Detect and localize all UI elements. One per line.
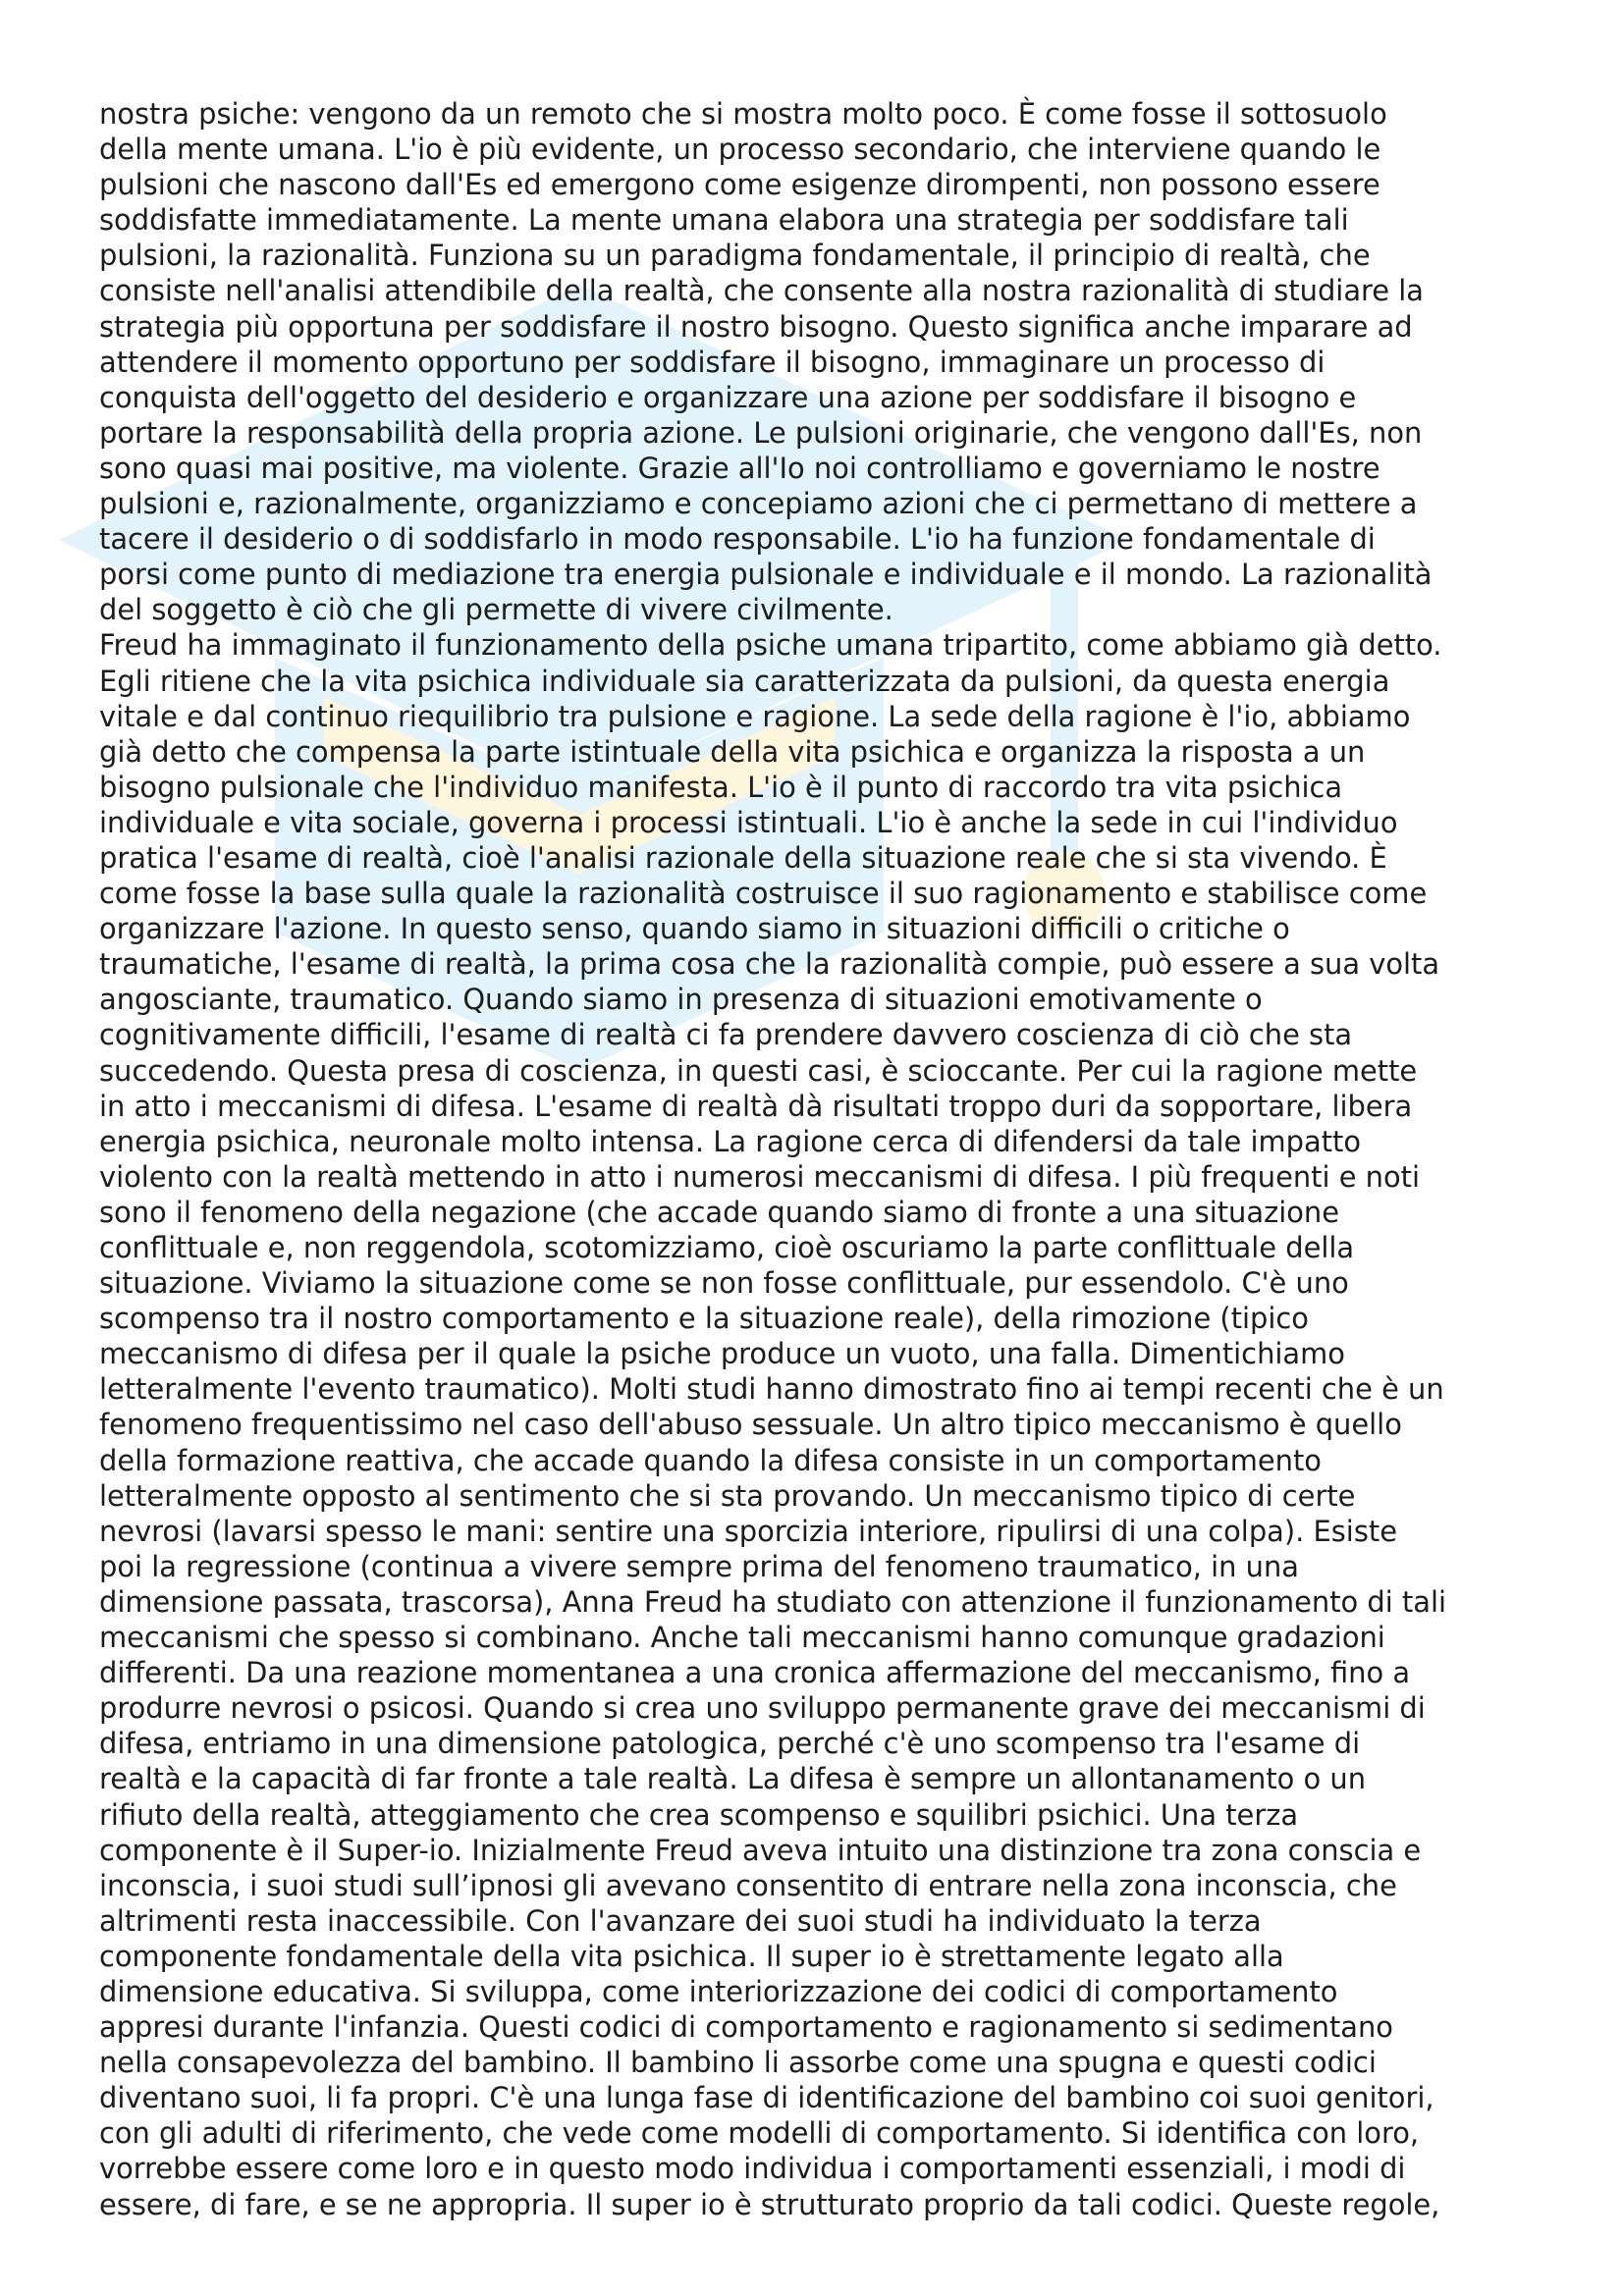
body-text <box>99 96 1533 2222</box>
paragraph-2: Freud ha immaginato il funzionamento della psiche umana tripartito, come abbiamo già detto. Egli ritiene che la vita psichica individuale sia caratterizzata da pulsioni, da questa energia vitale e dal continuo riequilibrio tra pulsione e ragione. La sede della ragione è l'io, abbiamo già detto che compensa la parte istintuale della vita psichica e organizza la risposta a un bisogno pulsionale che l'individuo manifesta. L'io è il punto di raccordo tra vita psichica individuale e vita sociale, governa i processi istintuali. L'io è anche la sede in cui l'individuo pratica l'esame di realtà, cioè l'analisi razionale della situazione reale che si sta vivendo. È come fosse la base sulla quale la razionalità costruisce il suo ragionamento e stabilisce come organizzare l'azione. In questo senso, quando siamo in situazioni difficili o critiche o traumatiche, l'esame di realtà, la prima cosa che la razionalità compie, può essere a sua volta angosciante, traumatico. Quando siamo in presenza di situazioni emotivamente o cognitivamente difficili, l'esame di realtà ci fa prendere davvero coscienza di ciò che sta succedendo. Questa presa di coscienza, in questi casi, è scioccante. Per cui la ragione mette in atto i meccanismi di difesa. L'esame di realtà dà risultati troppo duri da sopportare, libera energia psichica, neuronale molto intensa. La ragione cerca di difendersi da tale impatto violento con la realtà mettendo in atto i numerosi meccanismi di difesa. I più frequenti e noti sono il fenomeno della negazione (che accade quando siamo di fronte a una situazione conflittuale e, non reggendola, scotomizziamo, cioè oscuriamo la parte conflittuale della situazione. Viviamo la situazione come se non fosse conflittuale, pur essendolo. C'è uno scompenso tra il nostro comportamento e la situazione reale), della rimozione (tipico meccanismo di difesa per il quale la psiche produce un vuoto, una falla. Dimentichiamo letteralmente l'evento traumatico). Molti studi hanno dimostrato fino ai tempi recenti che è un fenomeno frequentissimo nel caso dell'abuso sessuale. Un altro tipico meccanismo è quello della formazione reattiva, che accade quando la difesa consiste in un comportamento letteralmente opposto al sentimento che si sta provando. Un meccanismo tipico di certe nevrosi (lavarsi spesso le mani: sentire una sporcizia interiore, ripulirsi di una colpa). Esiste poi la regressione (continua a vivere sempre prima del fenomeno traumatico, in una dimensione passata, trascorsa), Anna Freud ha studiato con attenzione il funzionamento di tali meccanismi che spesso si combinano. Anche tali meccanismi hanno comunque gradazioni differenti. Da una reazione momentanea a una cronica affermazione del meccanismo, fino a produrre nevrosi o psicosi. Quando si crea uno sviluppo permanente grave dei meccanismi di difesa, entriamo in una dimensione patologica, perché c'è uno scompenso tra l'esame di realtà e la capacità di far fronte a tale realtà. La difesa è sempre un allontanamento o un rifiuto della realtà, atteggiamento che crea scompenso e squilibri psichici. Una terza componente è il Super-io. Inizialmente Freud aveva intuito una distinzione tra zona conscia e inconscia, i suoi studi sull’ipnosi gli avevano consentito di entrare nella zona inconscia, che altrimenti resta inaccessibile. Con l'avanzare dei suoi studi ha individuato la terza componente fondamentale della vita psichica. Il super io è strettamente legato alla dimensione educativa. Si sviluppa, come interiorizzazione dei codici di comportamento appresi durante l'infanzia. Questi codici di comportamento e ragionamento si sedimentano nella consapevolezza del bambino. Il bambino li assorbe come una spugna e questi codici diventano suoi, li fa propri. C'è una lunga fase di identificazione del bambino coi suoi genitori, con gli adulti di riferimento, che vede come modelli di comportamento. Si identifica con loro, vorrebbe essere come loro e in questo modo individua i comportamenti essenziali, i modi di essere, di fare, e se ne appropria. Il super io è strutturato proprio da tali codici. Queste regole, <box>99 628 1447 2221</box>
paragraph-1: nostra psiche: vengono da un remoto che si mostra molto poco. È come fosse il sottosuolo della mente umana. L'io è più evidente, un processo secondario, che interviene quando le pulsioni che nascono dall'Es ed emergono come esigenze dirompenti, non possono essere soddisfatte immediatamente. La mente umana elabora una strategia per soddisfare tali pulsioni, la razionalità. Funziona su un paradigma fondamentale, il principio di realtà, che consiste nell'analisi attendibile della realtà, che consente alla nostra razionalità di studiare la strategia più opportuna per soddisfare il nostro bisogno. Questo significa anche imparare ad attendere il momento opportuno per soddisfare il bisogno, immaginare un processo di conquista dell'oggetto del desiderio e organizzare una azione per soddisfare il bisogno e portare la responsabilità della propria azione. Le pulsioni originarie, che vengono dall'Es, non sono quasi mai positive, ma violente. Grazie all'Io noi controlliamo e governiamo le nostre pulsioni e, razionalmente, organizziamo e concepiamo azioni che ci permettano di mettere a tacere il desiderio o di soddisfarlo in modo responsabile. L'io ha funzione fondamentale di porsi come punto di mediazione tra energia pulsionale e individuale e il mondo. La razionalità del soggetto è ciò che gli permette di vivere civilmente. <box>99 97 1433 627</box>
